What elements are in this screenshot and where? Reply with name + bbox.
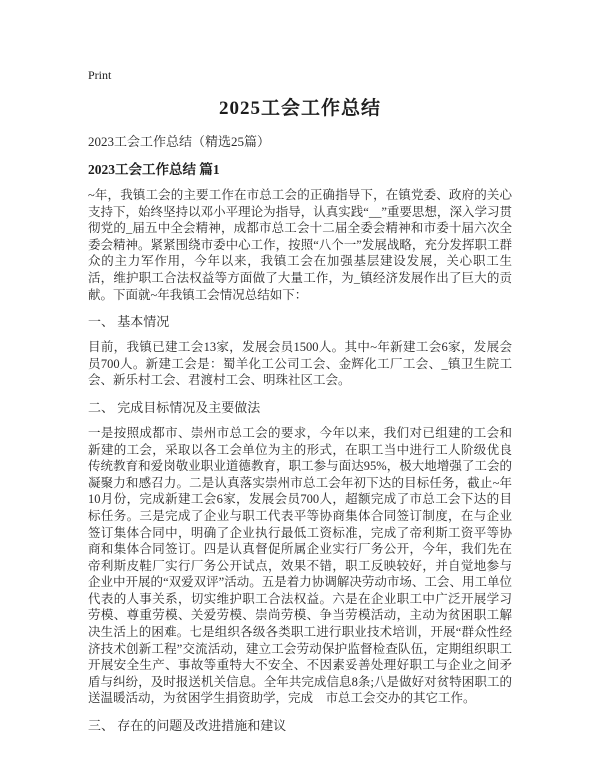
page-title: 2025工会工作总结 <box>218 98 381 119</box>
section-heading-problems: 三、 存在的问题及改进措施和建议 <box>88 718 287 734</box>
paragraph-goals-methods: 一是按照成都市、崇州市总工会的要求，今年以来，我们对已组建的工会和新建的工会，采取以各工会单位为主的形式，在职工当中进行工人阶级优良传统教育和爱岗敬业职业道德教育，职工参与面达95%，极大地增强了工会的凝聚力和感召力。二是认真落实崇州市总工会年初下达的目标任务，截止~年10月份，完成新建工会6家，发展会员700人，超额完成了市总工会下达的目标任务。三是完成了企业与职工代表平等协商集体合同签订制度，在与企业签订集体合同中，明确了企业执行最低工资标准，完成了帝利斯工资平等协商和集体合同签订。四是认真督促所属企业实行厂务公开，今年，我们先在帝利斯皮鞋厂实行厂务公开试点，效果不错，职工反映较好，并自觉地参与企业中开展的“双爱双评”活动。五是着力协调解决劳动市场、工会、用工单位代表的人事关系，切实维护职工合法权益。六是在企业职工中广泛开展学习劳模、尊重劳模、关爱劳模、崇尚劳模、争当劳模活动，主动为贫困职工解决生活上的困难。七是组织各级各类职工进行职业技术培训，开展“群众性经济技术创新工程”交流活动，建立工会劳动保护监督检查队伍，定期组织职工开展安全生产、事故等重特大不安全、不因素妥善处理好职工与企业之间矛盾与纠纷，及时报送机关信息。全年共完成信息8条;八是做好对贫特困职工的送温暖活动，为贫困学生捐资助学，完成 市总工会交办的其它工作。 <box>88 425 512 706</box>
article-title: 2023工会工作总结 篇1 <box>88 162 220 177</box>
document-subtitle: 2023工会工作总结（精选25篇） <box>88 134 271 149</box>
section-heading-goals: 二、 完成目标情况及主要做法 <box>88 399 261 415</box>
paragraph-intro: ~年，我镇工会的主要工作在市总工会的正确指导下，在镇党委、政府的关心支持下，始终坚持以邓小平理论为指导，认真实践“__”重要思想，深入学习贯彻党的_届五中全会精神，成都市总工会十二届全委会精神和市委十届六次全委会精神。紧紧围绕市委中心工作，按照“八个一”发展战略，充分发挥职工群众的主力军作用，今年以来，我镇工会在加强基层建设发展，关心职工生活，维护职工合法权益等方面做了大量工作，为_镇经济发展作出了巨大的贡献。下面就~年我镇工会情况总结如下： <box>88 188 512 302</box>
section-heading-basic-info: 一、 基本情况 <box>88 314 170 330</box>
paragraph-basic-info: 目前，我镇已建工会13家，发展会员1500人。其中~年新建工会6家，发展会员700人。新建工会是：蜀羊化工公司工会、金辉化工厂工会、_镇卫生院工会、新乐村工会、君渡村工会、明珠社区工会。 <box>88 340 512 388</box>
print-button[interactable]: Print <box>88 68 112 82</box>
